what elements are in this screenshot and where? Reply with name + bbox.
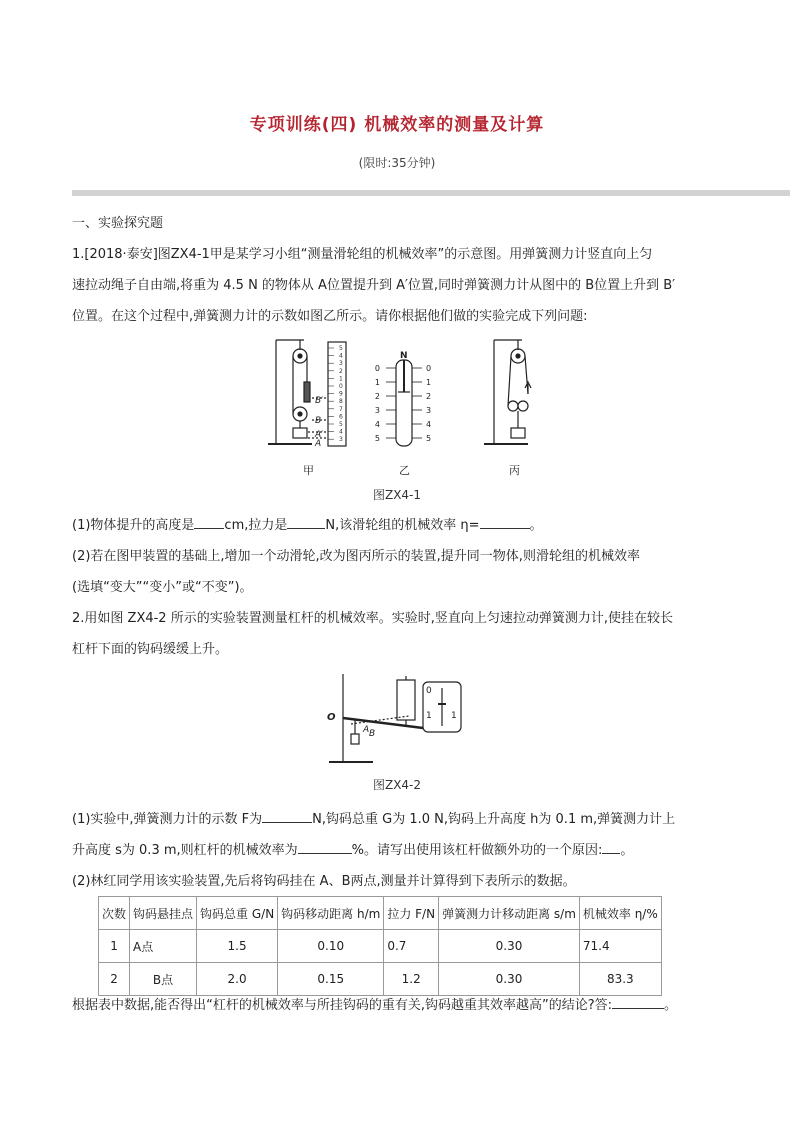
q2-sub1-text-b: N,钩码总重 G为 1.0 N,钩码上升高度 h为 0.1 m,弹簧测力计上 — [312, 812, 676, 827]
q1-line-2: 速拉动绳子自由端,将重为 4.5 N 的物体从 A位置提升到 A′位置,同时弹簧测力计从图中的 B位置上升到 B′ — [72, 278, 676, 293]
panel-label-yi: 乙 — [399, 464, 410, 477]
table-cell: 1.2 — [384, 963, 439, 996]
q1-sub1-text-a: (1)物体提升的高度是 — [72, 518, 195, 533]
q2-conclusion-text: 根据表中数据,能否得出“杠杆的机械效率与所挂钩码的重有关,钩码越重其效率越高”的结论?答: — [72, 998, 613, 1013]
scale-tick-label: 3 — [426, 406, 432, 415]
answer-blank-force[interactable] — [287, 514, 325, 529]
table-cell: 0.30 — [439, 930, 580, 963]
table-cell: 71.4 — [579, 930, 661, 963]
q2-sub1-text-d: %。请写出使用该杠杆做额外功的一个原因: — [351, 843, 603, 858]
scale-tick-label: 5 — [426, 434, 432, 443]
table-header: 拉力 F/N — [384, 897, 439, 930]
table-cell: 2 — [99, 963, 130, 996]
table-cell: 0.7 — [384, 930, 439, 963]
label-b: B — [315, 416, 322, 426]
q1-sub1-text-b: cm,拉力是 — [224, 518, 288, 533]
lever-apparatus — [329, 674, 461, 762]
ruler-mark-label: 1 — [339, 375, 343, 383]
point-label-a: A — [363, 725, 370, 735]
scale-tick-label: 3 — [374, 406, 380, 415]
q1-sub1 — [72, 510, 543, 541]
q1-sub2-line-1: (2)若在图甲装置的基础上,增加一个动滑轮,改为图丙所示的装置,提升同一物体,则滑轮组的机械效率 — [72, 549, 640, 564]
table-header: 钩码悬挂点 — [130, 897, 197, 930]
answer-blank-efficiency[interactable] — [480, 514, 530, 529]
time-limit: (限时:35分钟) — [358, 156, 436, 170]
table-header: 钩码移动距离 h/m — [278, 897, 384, 930]
q2-line-2: 杠杆下面的钩码缓缓上升。 — [72, 642, 229, 657]
table-header-row — [99, 897, 662, 930]
q1-line-3: 位置。在这个过程中,弹簧测力计的示数如图乙所示。请你根据他们做的实验完成下列问题: — [72, 309, 588, 324]
ruler-mark-label: 2 — [339, 367, 343, 375]
q2-sub1-text-c: 升高度 s为 0.3 m,则杠杆的机械效率为 — [72, 843, 298, 858]
label-b-prime: B′ — [315, 396, 324, 406]
q2-sub1-line-2 — [72, 835, 633, 866]
scale-unit-label: N — [400, 351, 408, 361]
answer-blank-reading[interactable] — [262, 808, 312, 823]
q1-sub1-text-d: 。 — [529, 518, 543, 533]
q1-sub2-line-2 — [72, 572, 253, 603]
table-cell: A点 — [130, 930, 197, 963]
ruler-mark-label: 9 — [339, 390, 343, 398]
scale-tick-label: 0 — [374, 364, 380, 373]
table-cell: 1.5 — [197, 930, 278, 963]
section-heading: 一、实验探究题 — [72, 216, 164, 231]
answer-blank-conclusion[interactable] — [612, 994, 664, 1009]
data-table — [98, 896, 662, 996]
table-cell: 0.10 — [278, 930, 384, 963]
page-title: 专项训练(四) 机械效率的测量及计算 — [249, 115, 545, 135]
header-divider — [72, 190, 790, 196]
table-cell: 83.3 — [579, 963, 661, 996]
label-a: A — [315, 439, 322, 449]
point-label-b: B — [369, 729, 376, 739]
figure-caption-zx4-1: 图ZX4-1 — [372, 488, 422, 502]
scale-tick-label: 5 — [374, 434, 380, 443]
figure-zx4-1 — [260, 334, 550, 484]
q2-line-1: 2.用如图 ZX4-2 所示的实验装置测量杠杆的机械效率。实验时,竖直向上匀速拉动弹簧测力计,使挂在较长 — [72, 611, 673, 626]
table-cell: 0.15 — [278, 963, 384, 996]
spring-scale-dial — [396, 360, 412, 446]
scale-tick-label: 4 — [374, 420, 380, 429]
table-header: 弹簧测力计移动距离 s/m — [439, 897, 580, 930]
answer-blank-reason[interactable] — [602, 839, 620, 854]
answer-blank-lever-efficiency[interactable] — [298, 839, 352, 854]
panel-jia-apparatus — [268, 340, 346, 446]
scale-tick-label: 2 — [374, 392, 380, 401]
ruler-mark-label: 4 — [339, 428, 343, 436]
table-header: 钩码总重 G/N — [197, 897, 278, 930]
q2-conclusion-end: 。 — [664, 998, 678, 1013]
ruler-mark-label: 3 — [339, 360, 343, 368]
ruler-marks — [328, 345, 343, 443]
scale-tick-label: 2 — [426, 392, 432, 401]
dial-label-one-left: 1 — [426, 711, 432, 721]
table-cell: 2.0 — [197, 963, 278, 996]
ruler-mark-label: 0 — [339, 383, 343, 390]
label-a-prime: A′ — [315, 430, 324, 440]
q2-sub1-text-a: (1)实验中,弹簧测力计的示数 F为 — [72, 812, 263, 827]
scale-tick-label: 1 — [426, 378, 432, 387]
ruler-mark-label: 4 — [339, 352, 343, 360]
q2-conclusion — [72, 990, 677, 1021]
q2-sub2: (2)林红同学用该实验装置,先后将钩码挂在 A、B两点,测量并计算得到下表所示的数据。 — [72, 874, 576, 889]
dial-label-zero: 0 — [426, 686, 432, 696]
panel-label-bing: 丙 — [509, 464, 520, 477]
table-header: 次数 — [99, 897, 130, 930]
dial-label-one-right: 1 — [451, 711, 457, 721]
q1-line-1: 1.[2018·泰安]图ZX4-1甲是某学习小组“测量滑轮组的机械效率”的示意图。用弹簧测力计竖直向上匀 — [72, 247, 653, 262]
q2-sub1-text-e: 。 — [620, 843, 634, 858]
q1-sub1-text-c: N,该滑轮组的机械效率 η= — [325, 518, 480, 533]
figure-caption-zx4-2: 图ZX4-2 — [372, 778, 422, 792]
q1-sub2-text: (选填“变大”“变小”或“不变”)。 — [72, 580, 253, 595]
table-cell: 0.30 — [439, 963, 580, 996]
ruler-mark-label: 7 — [339, 405, 343, 413]
scale-tick-label: 4 — [426, 420, 432, 429]
ruler-mark-label: 3 — [339, 436, 343, 444]
pivot-label-o: O — [327, 712, 336, 723]
ruler-mark-label: 6 — [339, 413, 343, 421]
panel-bing-apparatus — [484, 340, 531, 444]
scale-tick-label: 1 — [374, 378, 380, 387]
answer-blank-height[interactable] — [194, 514, 224, 529]
scale-tick-label: 0 — [426, 364, 432, 373]
table-header: 机械效率 η/% — [579, 897, 661, 930]
ruler-mark-label: 5 — [339, 345, 343, 352]
panel-label-jia: 甲 — [303, 464, 314, 477]
table-row — [99, 930, 662, 963]
table-cell: B点 — [130, 963, 197, 996]
ruler-mark-label: 8 — [339, 398, 343, 406]
q2-sub1-line-1 — [72, 804, 675, 835]
figure-zx4-2 — [325, 668, 465, 768]
table-cell: 1 — [99, 930, 130, 963]
ruler-mark-label: 5 — [339, 421, 343, 428]
